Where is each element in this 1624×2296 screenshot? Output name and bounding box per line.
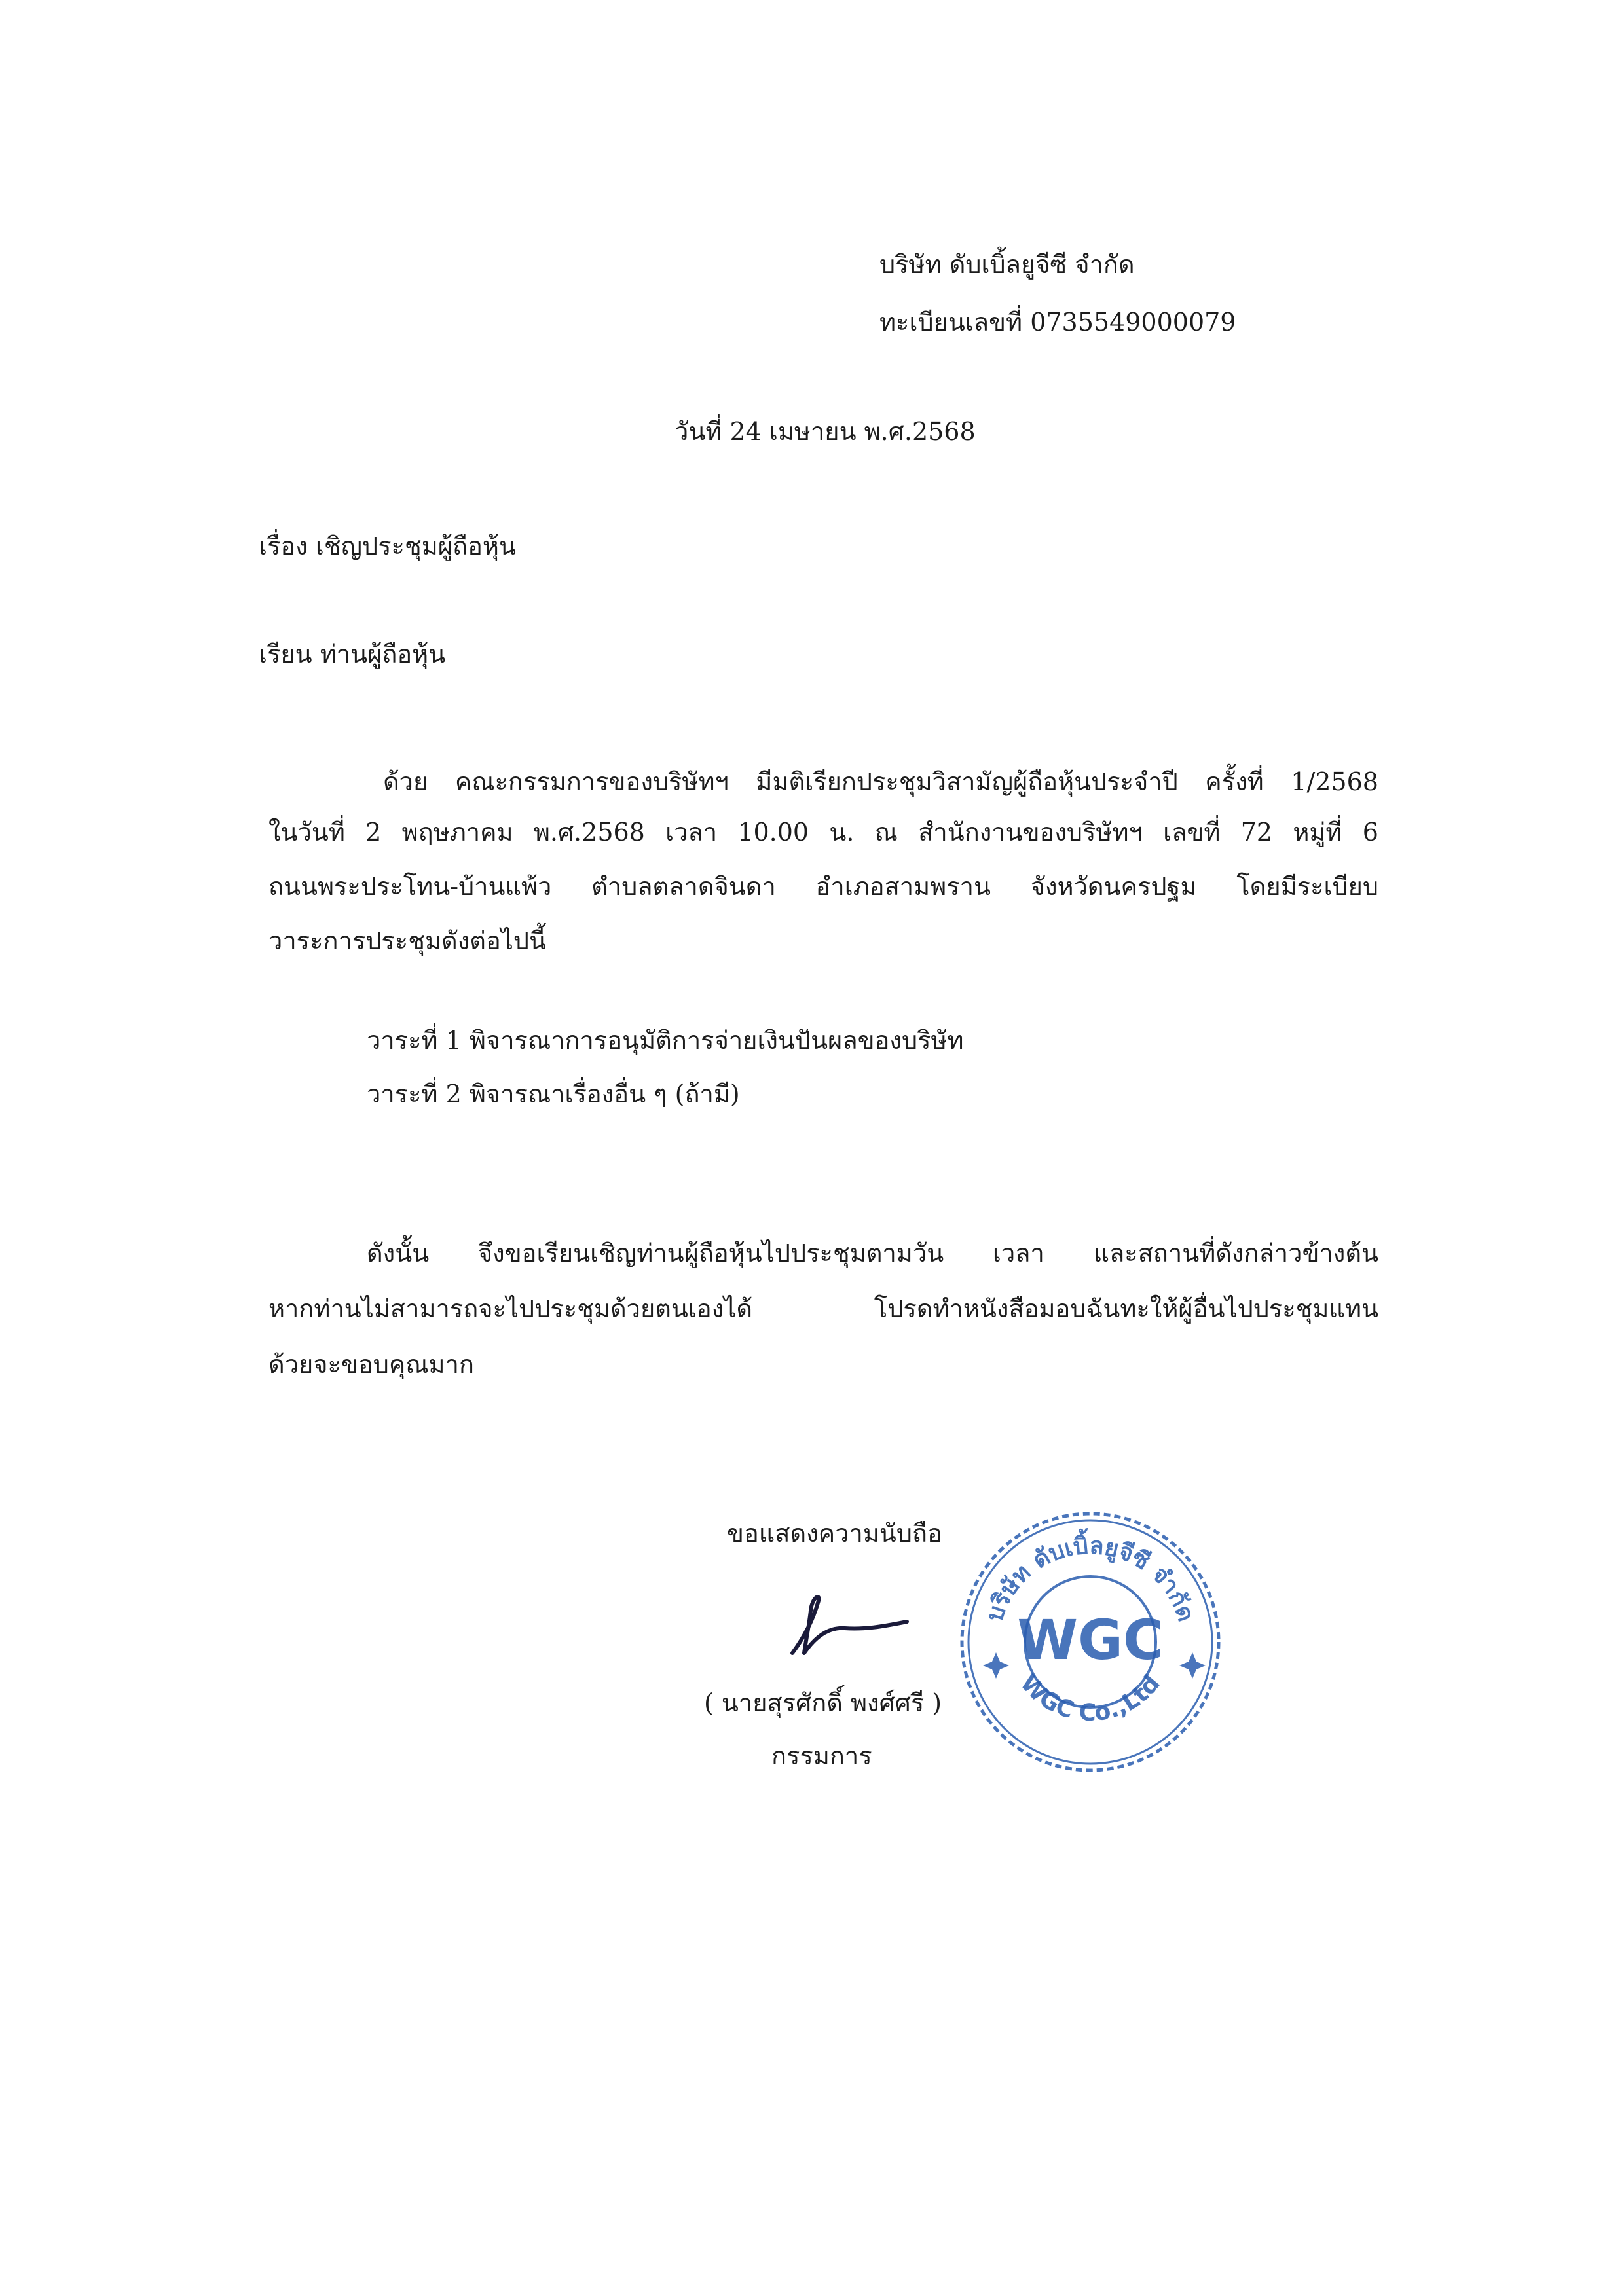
- paragraph1-line2: [268, 820, 1378, 845]
- text-word: จึงขอเรียนเชิญท่านผู้ถือหุ้นไปประชุมตามวัน: [477, 1239, 944, 1267]
- text-word: อำเภอสามพราน: [815, 872, 991, 901]
- text-word: และสถานที่ดังกล่าวข้างต้น: [1093, 1239, 1378, 1267]
- text-word: พฤษภาคม: [401, 818, 513, 847]
- text-word: 72: [1240, 818, 1273, 847]
- text-word: 6: [1362, 818, 1378, 847]
- company-seal: [953, 1504, 1228, 1779]
- paragraph2-line1: [367, 1241, 1378, 1266]
- signer-name: ( นายสุรศักดิ์ พงศ์ศรี ): [704, 1688, 942, 1717]
- agenda-item-1: วาระที่ 1 พิจารณาการอนุมัติการจ่ายเงินปันผลของบริษัท: [367, 1026, 964, 1055]
- seal-bottom-text: WGC Co.,Ltd: [1014, 1669, 1166, 1727]
- paragraph1-line1: [383, 769, 1378, 794]
- company-name: บริษัท ดับเบิ้ลยูจีซี จำกัด: [879, 250, 1135, 279]
- text-word: สำนักงานของบริษัทฯ: [918, 818, 1143, 847]
- agenda-item-2: วาระที่ 2 พิจารณาเรื่องอื่น ๆ (ถ้ามี): [367, 1080, 740, 1108]
- text-word: โดยมีระเบียบ: [1236, 872, 1378, 901]
- registration-number: ทะเบียนเลขที่ 0735549000079: [879, 308, 1236, 337]
- closing-regards: ขอแสดงความนับถือ: [727, 1519, 942, 1548]
- seal-center-text: WGC: [1017, 1608, 1164, 1672]
- text-word: ถนนพระประโทน-บ้านแพ้ว: [268, 872, 552, 901]
- text-word: ด้วย: [383, 767, 428, 796]
- text-word: 2: [365, 818, 382, 847]
- text-word: หมู่ที่: [1293, 818, 1342, 847]
- handwritten-signature: [766, 1588, 917, 1666]
- letter-salutation: เรียน ท่านผู้ถือหุ้น: [259, 640, 446, 668]
- letter-subject: เรื่อง เชิญประชุมผู้ถือหุ้น: [259, 532, 516, 560]
- text-word: เวลา: [665, 818, 718, 847]
- text-word: โปรดทำหนังสือมอบฉันทะให้ผู้อื่นไปประชุมแทน: [874, 1294, 1378, 1323]
- text-word: คณะกรรมการของบริษัทฯ: [454, 767, 729, 796]
- paragraph1-line3: [268, 874, 1378, 899]
- paragraph2-line3: ด้วยจะขอบคุณมาก: [268, 1350, 474, 1379]
- text-word: 10.00: [737, 818, 809, 847]
- paragraph2-line2: [268, 1296, 1378, 1321]
- text-word: ดังนั้น: [367, 1239, 430, 1267]
- text-word: เลขที่: [1163, 818, 1221, 847]
- text-word: เวลา: [992, 1239, 1044, 1267]
- seal-top-text: บริษัท ดับเบิ้ลยูจีซี จำกัด: [981, 1532, 1200, 1625]
- text-word: จังหวัดนครปฐม: [1030, 872, 1197, 901]
- signer-title: กรรมการ: [771, 1741, 872, 1770]
- text-word: ณ: [874, 818, 898, 847]
- text-word: น.: [829, 818, 855, 847]
- text-word: ตำบลตลาดจินดา: [591, 872, 776, 901]
- paragraph1-line4: วาระการประชุมดังต่อไปนี้: [268, 926, 546, 955]
- text-word: ในวันที่: [268, 818, 345, 847]
- text-word: ครั้งที่: [1205, 767, 1264, 796]
- letter-date: วันที่ 24 เมษายน พ.ศ.2568: [674, 417, 976, 446]
- text-word: หากท่านไม่สามารถจะไปประชุมด้วยตนเองได้: [268, 1294, 753, 1323]
- text-word: 1/2568: [1291, 767, 1378, 796]
- text-word: มีมติเรียกประชุมวิสามัญผู้ถือหุ้นประจำปี: [756, 767, 1178, 796]
- text-word: พ.ศ.2568: [533, 818, 645, 847]
